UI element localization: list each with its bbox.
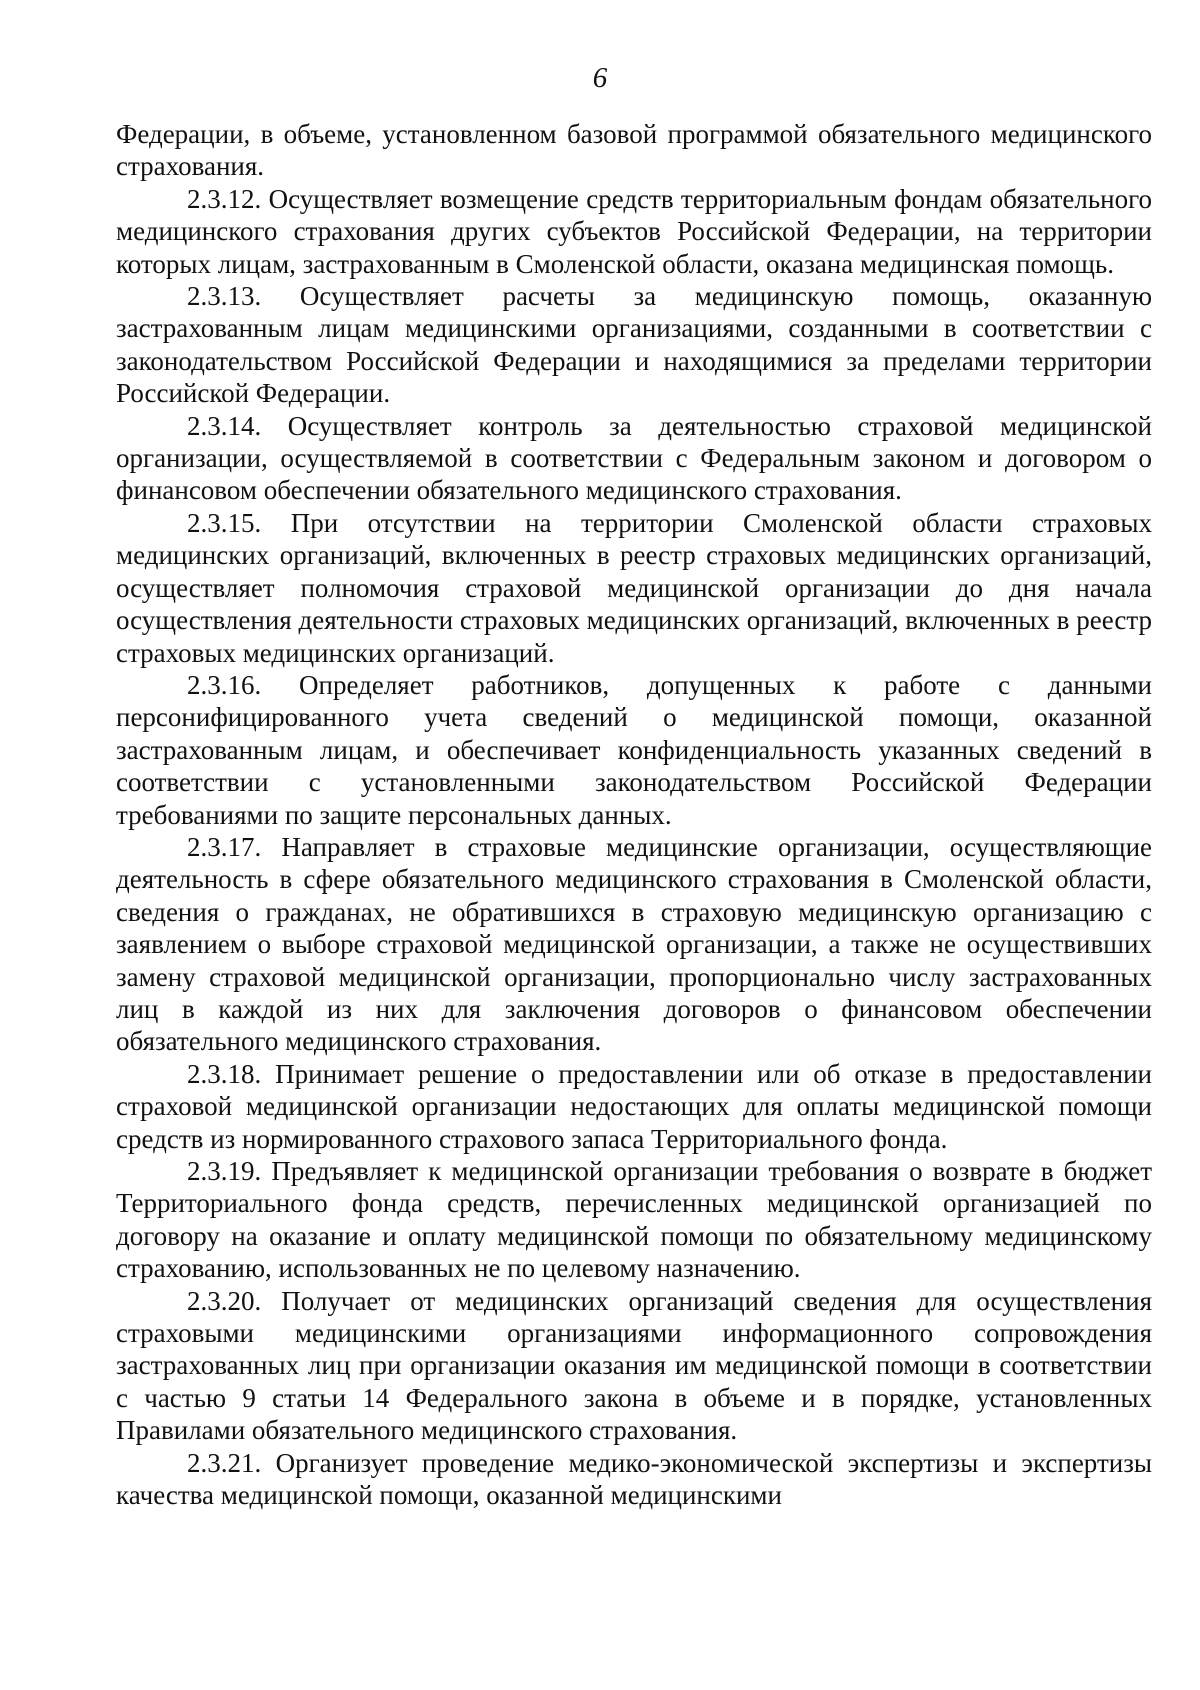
paragraph-clause: 2.3.13. Осуществляет расчеты за медицинскую помощь, оказанную застрахованным лицам медицинскими организациями, созданными в соответствии с законодательством Российской Федерации и находящимися за пределами территории Российской Федерации. [116,281,1152,409]
paragraph-clause: 2.3.12. Осуществляет возмещение средств территориальным фондам обязательного медицинского страхования других субъектов Российской Федерации, на территории которых лицам, застрахованным в Смоленской области, оказана медицинская помощь. [116,183,1152,279]
paragraph-clause: 2.3.14. Осуществляет контроль за деятельностью страховой медицинской организации, осуществляемой в соответствии с Федеральным законом и договором о финансовом обеспечении обязательного медицинского страхования. [116,410,1152,506]
paragraph-clause: 2.3.17. Направляет в страховые медицинские организации, осуществляющие деятельность в сфере обязательного медицинского страхования в Смоленской области, сведения о гражданах, не обратившихся в страховую медицинскую организацию с заявлением о выборе страховой медицинской организации, а также не осуществивших замену страховой медицинской организации, пропорционально числу застрахованных лиц в каждой из них для заключения договоров о финансовом обеспечении обязательного медицинского страхования. [116,831,1152,1057]
paragraph-clause: 2.3.16. Определяет работников, допущенных к работе с данными персонифицированного учета сведений о медицинской помощи, оказанной застрахованным лицам, и обеспечивает конфиденциальность указанных сведений в соответствии с установленными законодательством Российской Федерации требованиями по защите персональных данных. [116,669,1152,830]
paragraph-clause: 2.3.18. Принимает решение о предоставлении или об отказе в предоставлении страховой медицинской организации недостающих для оплаты медицинской помощи средств из нормированного страхового запаса Территориального фонда. [116,1058,1152,1154]
paragraph-clause: 2.3.19. Предъявляет к медицинской организации требования о возврате в бюджет Территориального фонда средств, перечисленных медицинской организацией по договору на оказание и оплату медицинской помощи по обязательному медицинскому страхованию, использованных не по целевому назначению. [116,1156,1152,1284]
paragraph-clause: 2.3.20. Получает от медицинских организаций сведения для осуществления страховыми медицинскими организациями информационного сопровождения застрахованных лиц при организации оказания им медицинской помощи в соответствии с частью 9 статьи 14 Федерального закона в объеме и в порядке, установленных Правилами обязательного медицинского страхования. [116,1285,1152,1446]
page-number: 6 [592,62,608,94]
paragraph-clause: 2.3.21. Организует проведение медико-экономической экспертизы и экспертизы качества медицинской помощи, оказанной медицинскими [116,1447,1152,1511]
document-body [116,118,1152,1511]
paragraph-clause: 2.3.15. При отсутствии на территории Смоленской области страховых медицинских организаций, включенных в реестр страховых медицинских организаций, осуществляет полномочия страховой медицинской организации до дня начала осуществления деятельности страховых медицинских организаций, включенных в реестр страховых медицинских организаций. [116,507,1152,668]
paragraph-continuation: Федерации, в объеме, установленном базовой программой обязательного медицинского страхования. [116,119,1152,182]
